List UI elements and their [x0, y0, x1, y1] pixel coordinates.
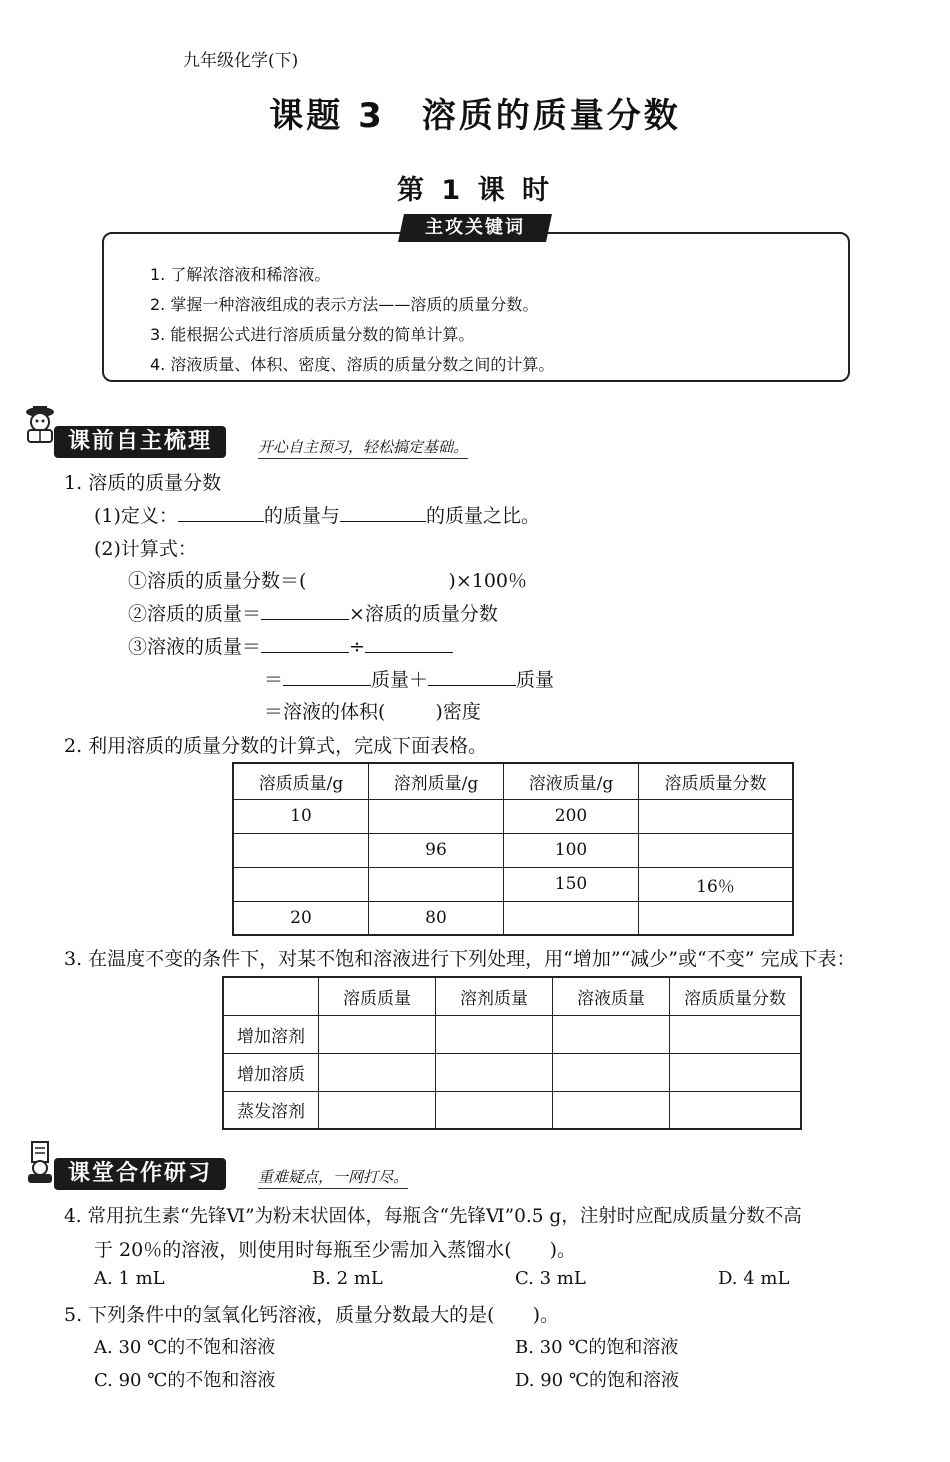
key-goals-badge: 主攻关键词 — [398, 214, 552, 242]
table-cell[interactable] — [504, 901, 639, 935]
table-cell[interactable]: 150 — [504, 867, 639, 901]
option-a[interactable]: A. 1 mL — [94, 1268, 165, 1289]
formula-3: ③溶液的质量＝ ÷ — [128, 632, 453, 659]
row-label: 增加溶剂 — [223, 1015, 319, 1053]
table-row — [233, 867, 793, 901]
table-header: 溶液质量/g — [504, 763, 639, 799]
table-cell[interactable]: 80 — [369, 901, 504, 935]
table-cell[interactable] — [639, 799, 794, 833]
table-cell[interactable] — [670, 1015, 802, 1053]
table-cell[interactable]: 16％ — [639, 867, 794, 901]
row-label: 增加溶质 — [223, 1053, 319, 1091]
table-cell[interactable]: 10 — [233, 799, 369, 833]
goal-item: 4. 溶液质量、体积、密度、溶质的质量分数之间的计算。 — [150, 355, 555, 374]
table-cell[interactable] — [369, 799, 504, 833]
table-cell[interactable] — [319, 1091, 436, 1129]
answer-blank[interactable] — [340, 503, 426, 522]
question-2-title: 2. 利用溶质的质量分数的计算式，完成下面表格。 — [64, 735, 488, 757]
option-b[interactable]: B. 2 mL — [312, 1268, 383, 1289]
table-cell[interactable] — [436, 1015, 553, 1053]
table-cell[interactable]: 96 — [369, 833, 504, 867]
row-label: 蒸发溶剂 — [223, 1091, 319, 1129]
goal-item: 1. 了解浓溶液和稀溶液。 — [150, 265, 331, 284]
formula-4: ＝ 质量＋ 质量 — [264, 669, 555, 691]
table-header: 溶液质量 — [553, 977, 670, 1015]
question-4-line-2: 于 20％的溶液，则使用时每瓶至少需加入蒸馏水( )。 — [94, 1239, 577, 1261]
goal-item: 2. 掌握一种溶液组成的表示方法——溶质的质量分数。 — [150, 295, 539, 314]
mass-fraction-table — [232, 762, 794, 936]
table-cell[interactable] — [319, 1053, 436, 1091]
table-cell[interactable]: 100 — [504, 833, 639, 867]
answer-blank[interactable] — [261, 601, 349, 620]
table-header: 溶质质量分数 — [670, 977, 802, 1015]
answer-blank[interactable] — [178, 503, 264, 522]
table-cell[interactable] — [553, 1015, 670, 1053]
option-d[interactable]: D. 4 mL — [718, 1268, 790, 1289]
table-row — [223, 1015, 801, 1053]
table-header — [223, 977, 319, 1015]
table-header: 溶质质量 — [319, 977, 436, 1015]
book-header: 九年级化学(下) — [183, 51, 299, 71]
table-cell[interactable] — [553, 1053, 670, 1091]
table-cell[interactable] — [319, 1015, 436, 1053]
table-cell[interactable] — [553, 1091, 670, 1129]
lesson-subtitle: 第 1 课 时 — [397, 175, 553, 206]
answer-blank[interactable] — [261, 634, 349, 653]
formula-1: ①溶质的质量分数＝( )×100％ — [128, 570, 528, 592]
section-badge-preview: 课前自主梳理 — [54, 426, 226, 458]
section-badge-classwork: 课堂合作研习 — [54, 1158, 226, 1190]
goal-item: 3. 能根据公式进行溶质质量分数的简单计算。 — [150, 325, 475, 344]
table-cell[interactable] — [233, 867, 369, 901]
table-row — [233, 901, 793, 935]
solution-change-table — [222, 976, 802, 1130]
table-cell[interactable]: 20 — [233, 901, 369, 935]
formula-2: ②溶质的质量＝ ×溶质的质量分数 — [128, 603, 498, 625]
table-cell[interactable]: 200 — [504, 799, 639, 833]
lesson-title: 课题 3 溶质的质量分数 — [269, 96, 681, 136]
option-b[interactable]: B. 30 ℃的饱和溶液 — [515, 1337, 679, 1358]
formula-5: ＝溶液的体积( )密度 — [264, 701, 481, 723]
question-3-title: 3. 在温度不变的条件下，对某不饱和溶液进行下列处理，用“增加”“减少”或“不变” 完成下表： — [64, 948, 856, 970]
question-4-line-1: 4. 常用抗生素“先锋Ⅵ”为粉末状固体，每瓶含“先锋Ⅵ”0.5 g，注射时应配成质量分数不高 — [64, 1206, 802, 1227]
table-cell[interactable] — [639, 901, 794, 935]
option-a[interactable]: A. 30 ℃的不饱和溶液 — [94, 1337, 276, 1358]
option-c[interactable]: C. 3 mL — [515, 1268, 586, 1289]
table-header: 溶剂质量/g — [369, 763, 504, 799]
table-header: 溶质质量分数 — [639, 763, 794, 799]
table-row — [233, 833, 793, 867]
table-cell[interactable] — [436, 1091, 553, 1129]
table-row — [223, 1053, 801, 1091]
table-cell[interactable] — [670, 1091, 802, 1129]
table-cell[interactable] — [436, 1053, 553, 1091]
table-cell[interactable] — [369, 867, 504, 901]
table-row — [233, 799, 793, 833]
table-header: 溶剂质量 — [436, 977, 553, 1015]
section-hint: 重难疑点，一网打尽。 — [258, 1166, 408, 1189]
answer-blank[interactable] — [428, 667, 516, 686]
table-cell[interactable] — [639, 833, 794, 867]
option-d[interactable]: D. 90 ℃的饱和溶液 — [515, 1370, 679, 1391]
section-hint: 开心自主预习，轻松搞定基础。 — [258, 436, 468, 459]
answer-blank[interactable] — [365, 634, 453, 653]
question-1-title: 1. 溶质的质量分数 — [64, 472, 222, 494]
question-1-calc-label: (2)计算式： — [94, 538, 197, 560]
answer-blank[interactable] — [283, 667, 371, 686]
table-cell[interactable] — [233, 833, 369, 867]
table-row — [223, 1091, 801, 1129]
question-1-definition: (1)定义： 的质量与 的质量之比。 — [94, 505, 540, 527]
option-c[interactable]: C. 90 ℃的不饱和溶液 — [94, 1370, 276, 1391]
table-cell[interactable] — [670, 1053, 802, 1091]
question-5-line-1: 5. 下列条件中的氢氧化钙溶液，质量分数最大的是( )。 — [64, 1304, 559, 1326]
table-header: 溶质质量/g — [233, 763, 369, 799]
